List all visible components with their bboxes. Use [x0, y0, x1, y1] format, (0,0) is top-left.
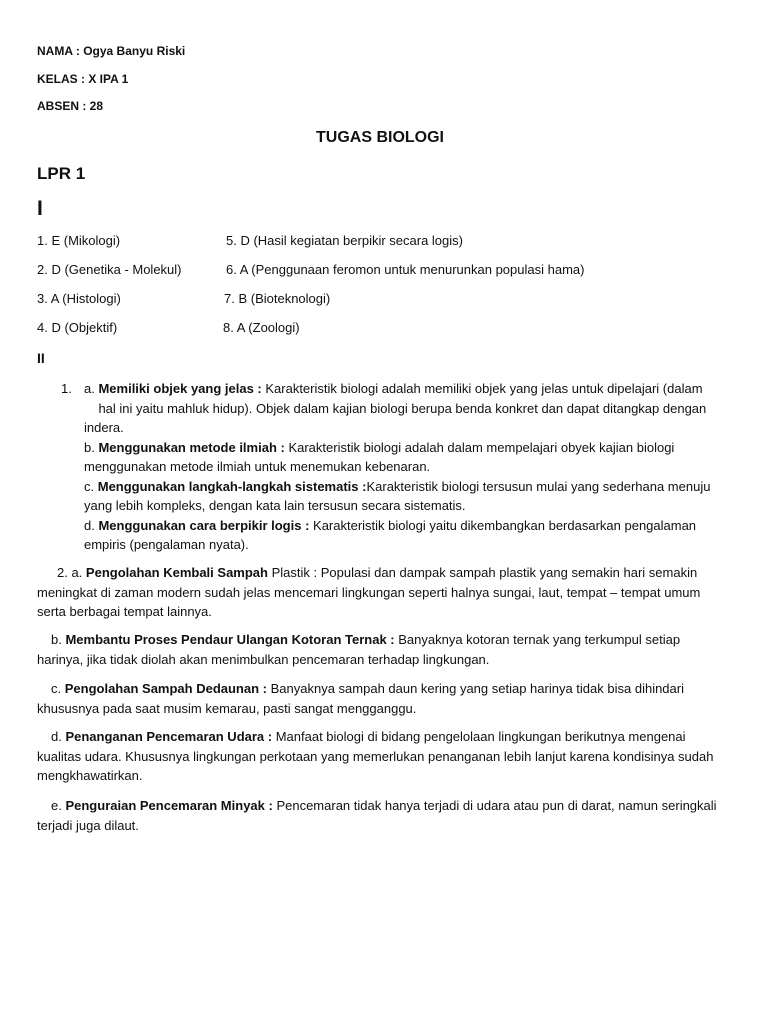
answer-item: 1. E (Mikologi): [37, 233, 121, 248]
answer-paragraph: c. Pengolahan Sampah Dedaunan : Banyaknya sampah daun kering yang setiap harinya tidak bisa dihindari khususnya pada saat musim kemarau, pasti sangat mengganggu.: [37, 681, 684, 716]
part-one-heading: I: [37, 197, 43, 220]
answer-item: 6. A (Penggunaan feromon untuk menurunkan populasi hama): [226, 262, 585, 277]
answer-item: 8. A (Zoologi): [223, 320, 300, 335]
answer-item: 7. B (Bioteknologi): [224, 291, 331, 306]
answer-paragraph: b. Menggunakan metode ilmiah : Karakteristik biologi adalah dalam mempelajari obyek kajian biologi menggunakan metode ilmiah untuk menemukan kebenaran.: [84, 439, 675, 474]
page-title: TUGAS BIOLOGI: [316, 129, 444, 146]
section-heading-lpr: LPR 1: [37, 164, 86, 183]
answer-item: 4. D (Objektif): [37, 320, 118, 335]
answer-paragraph: b. Membantu Proses Pendaur Ulangan Kotoran Ternak : Banyaknya kotoran ternak yang terkumpul setiap harinya, jika tidak diolah akan menimbulkan pencemaran terhadap lingkungan.: [37, 632, 681, 667]
student-class: KELAS : X IPA 1: [37, 72, 129, 86]
student-number: ABSEN : 28: [37, 99, 104, 113]
answer-paragraph: a. Memiliki objek yang jelas : Karakteristik biologi adalah memiliki objek yang jelas untuk dipelajari (dalam hal ini yaitu mahluk hidup). Objek dalam kajian biologi berupa benda konkret dan dapat ditangkap dengan indera.: [84, 381, 707, 435]
answer-item: 5. D (Hasil kegiatan berpikir secara logis): [226, 233, 463, 248]
part-two-heading: II: [37, 350, 45, 366]
question-one-answers: [84, 379, 734, 555]
answer-paragraph: d. Menggunakan cara berpikir logis : Karakteristik biologi yaitu dikembangkan berdasarkan pengalaman empiris (pengalaman nyata).: [84, 517, 697, 552]
answer-paragraph: e. Penguraian Pencemaran Minyak : Pencemaran tidak hanya terjadi di udara atau pun di darat, namun seringkali terjadi juga dilaut.: [37, 798, 717, 833]
answer-item: 2. D (Genetika - Molekul): [37, 262, 182, 277]
answer-paragraph: c. Menggunakan langkah-langkah sistematis :Karakteristik biologi tersusun mulai yang sederhana menuju yang lebih kompleks, dengan kata lain tersusun secara sistematis.: [84, 478, 711, 513]
answer-item: 3. A (Histologi): [37, 291, 121, 306]
student-name: NAMA : Ogya Banyu Riski: [37, 44, 186, 58]
answer-paragraph: 2. a. Pengolahan Kembali Sampah Plastik : Populasi dan dampak sampah plastik yang semakin hari semakin meningkat di zaman modern sudah jelas mencemari lingkungan seperti halnya sungai, laut, tempat – tempat umum serta berbagai tempat lainnya.: [37, 565, 701, 619]
answer-paragraph: d. Penanganan Pencemaran Udara : Manfaat biologi di bidang pengelolaan lingkungan berikutnya mengenai kualitas udara. Khususnya lingkungan perkotaan yang memerlukan penanganan lebih lanjut karena kondisinya sudah mengkhawatirkan.: [37, 729, 714, 783]
question-number: 1.: [61, 381, 72, 396]
